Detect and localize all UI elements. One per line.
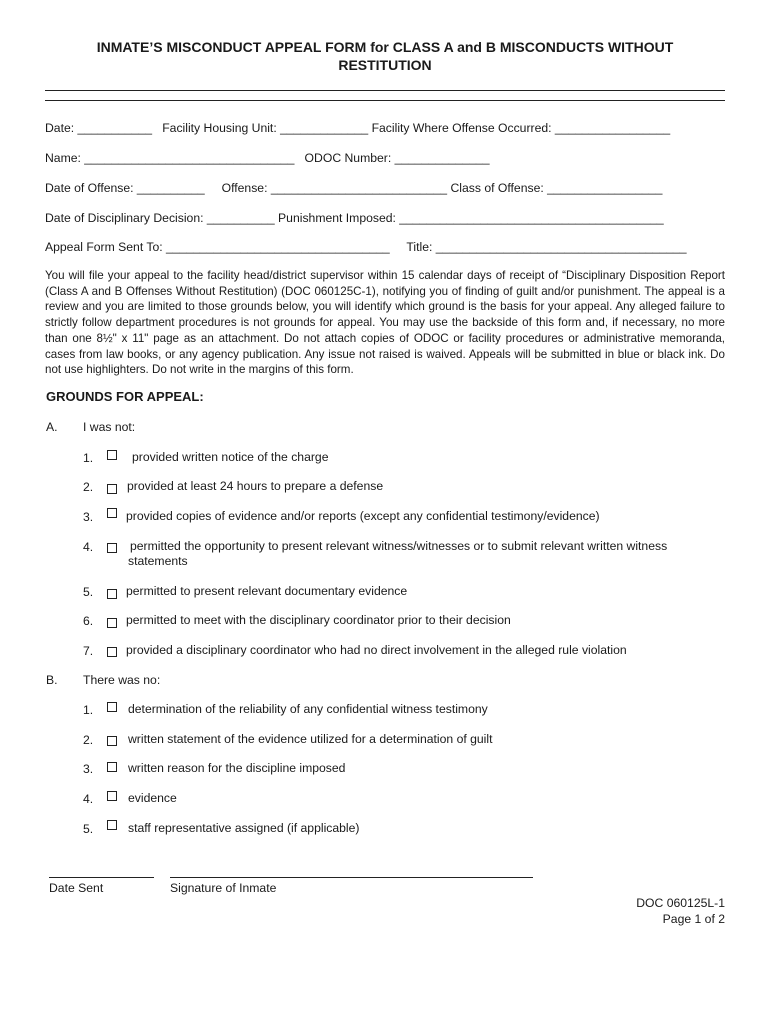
item-number: 5. [83,585,94,599]
item-number: 4. [83,792,94,806]
field-line-offense: Date of Offense: __________ Offense: __________________________ Class of Offense: _________________ [45,181,663,195]
item-number: 3. [83,510,94,524]
field-line-appeal-sent-to: Appeal Form Sent To: _________________________________ Title: _____________________________________ [45,240,687,254]
item-number: 1. [83,703,94,717]
field-line-decision-punishment: Date of Disciplinary Decision: __________ Punishment Imposed: _______________________________________ [45,211,664,225]
section-a-label: I was not: [83,420,136,434]
form-title: INMATE’S MISCONDUCT APPEAL FORM for CLASS A and B MISCONDUCTS WITHOUT RESTITUTION [96,39,674,73]
item-text: provided written notice of the charge [132,450,329,464]
signature-label: Signature of Inmate [170,881,277,895]
checkbox[interactable] [107,589,117,599]
item-text: determination of the reliability of any confidential witness testimony [128,702,488,716]
item-text: permitted the opportunity to present relevant witness/witnesses or to submit relevant written witness [130,539,668,553]
item-text: evidence [128,791,177,805]
checkbox[interactable] [107,543,117,553]
section-b-label: There was no: [83,673,161,687]
checkbox[interactable] [107,820,117,830]
checkbox[interactable] [107,762,117,772]
field-line-date-facility: Date: ___________ Facility Housing Unit: _____________ Facility Where Offense Occurred: _________________ [45,121,671,135]
item-number: 7. [83,644,94,658]
checkbox[interactable] [107,736,117,746]
item-text: staff representative assigned (if applicable) [128,821,360,835]
checkbox[interactable] [107,702,117,712]
item-text: provided a disciplinary coordinator who had no direct involvement in the alleged rule violation [126,643,627,657]
item-number: 4. [83,540,94,554]
item-number: 5. [83,822,94,836]
instructions-paragraph: You will file your appeal to the facility head/district supervisor within 15 calendar days of receipt of “Disciplinary Disposition Report (Class A and B Offenses Without Restitution) (DOC 060125C-1), notifying you of finding of guilt and/or punishment. The appeal is a review and you are limited to those grounds below, you will identify which ground is the basis for your appeal. Any alleged failure to strictly follow department procedures is not grounds for appeal. You may use the backside of this form and, if necessary, no more than one 8½" x 11" page as an attachment. Do not attach copies of ODOC or facility procedures or administrative memoranda, cases from law books, or any agency publication. Any issue not raised is waived. Appeals will be submitted in blue or black ink. Do not use highlighters. Do not write in the margins of this form. [45,269,725,377]
item-number: 3. [83,762,94,776]
item-text-continued: statements [128,554,188,568]
signature-line[interactable] [170,877,533,878]
checkbox[interactable] [107,647,117,657]
date-sent-label: Date Sent [49,881,104,895]
grounds-heading: GROUNDS FOR APPEAL: [46,389,204,404]
item-number: 1. [83,451,94,465]
item-number: 2. [83,733,94,747]
item-text: permitted to meet with the disciplinary coordinator prior to their decision [126,613,511,627]
item-text: provided copies of evidence and/or reports (except any confidential testimony/evidence) [126,509,600,523]
item-text: written reason for the discipline imposed [128,761,346,775]
page-number: Page 1 of 2 [662,912,725,926]
item-number: 2. [83,480,94,494]
section-b-letter: B. [46,673,58,687]
checkbox[interactable] [107,450,117,460]
field-line-name-odoc: Name: _______________________________ ODOC Number: ______________ [45,151,490,165]
item-text: provided at least 24 hours to prepare a defense [127,479,384,493]
section-a-letter: A. [46,420,58,434]
title-rule-top [45,90,725,91]
title-rule-bottom [45,100,725,101]
item-text: written statement of the evidence utilized for a determination of guilt [128,732,493,746]
date-sent-line[interactable] [49,877,154,878]
item-number: 6. [83,614,94,628]
checkbox[interactable] [107,791,117,801]
doc-number: DOC 060125L-1 [636,896,725,910]
checkbox[interactable] [107,618,117,628]
checkbox[interactable] [107,508,117,518]
item-text: permitted to present relevant documentary evidence [126,584,408,598]
checkbox[interactable] [107,484,117,494]
